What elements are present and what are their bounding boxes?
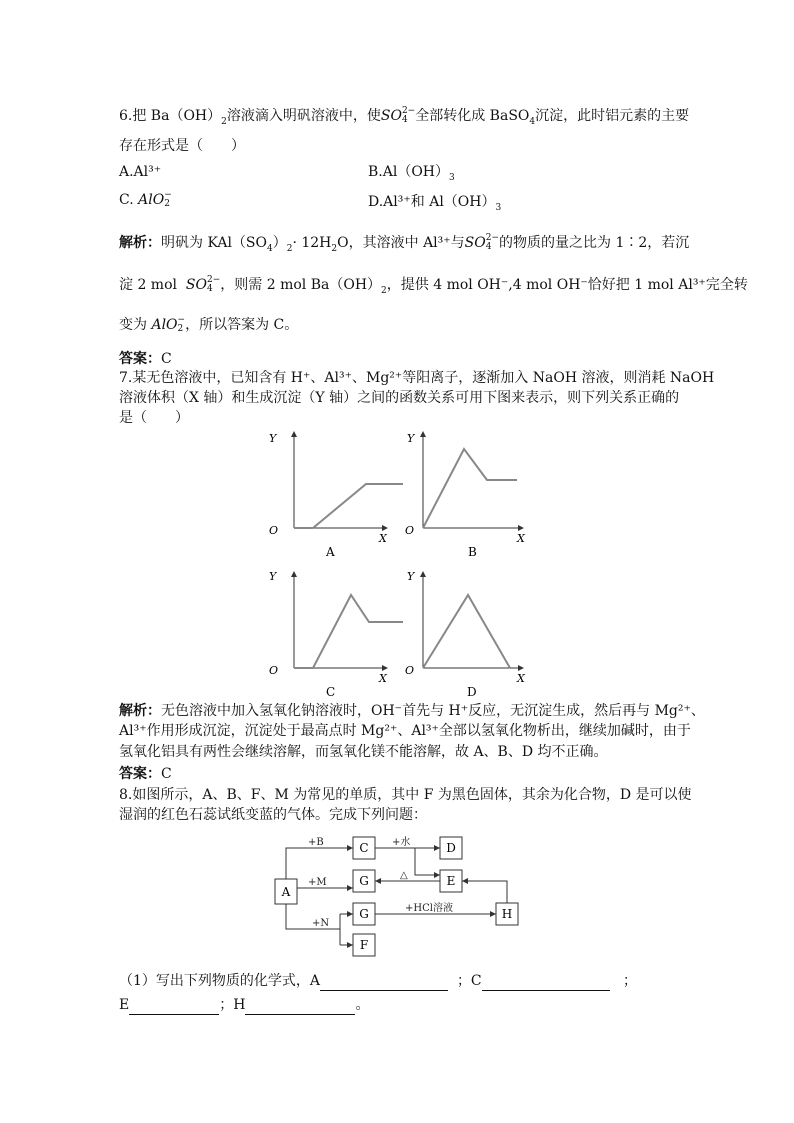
axis-x-label: X bbox=[517, 672, 525, 685]
analysis-label: 解析： bbox=[119, 703, 161, 719]
q6-analysis-line1 bbox=[119, 233, 689, 259]
q7-stem-line1: 7.某无色溶液中，已知含有 H⁺、Al³⁺、Mg²⁺等阳离子，逐渐加入 NaOH 溶液，则消耗 NaOH bbox=[119, 370, 715, 386]
q6-an1-a-sub: 4 bbox=[267, 243, 273, 254]
graph-c bbox=[269, 570, 403, 699]
graph-d-label: D bbox=[467, 685, 477, 699]
q6-stem-line1 bbox=[119, 106, 689, 132]
q6-option-d bbox=[368, 192, 501, 218]
q6-option-b-text: B.Al（OH） bbox=[368, 164, 450, 180]
q6-option-d-text: D.Al³⁺和 Al（OH） bbox=[368, 194, 496, 210]
q6-option-c bbox=[119, 190, 172, 210]
q8-sub1 bbox=[119, 971, 637, 991]
q7-stem-line3: 是（ ） bbox=[119, 410, 189, 426]
axis-y-label: Y bbox=[269, 432, 277, 445]
sulfate-sub: 4 bbox=[485, 242, 492, 252]
node-f: F bbox=[359, 938, 369, 952]
axis-y-label: Y bbox=[407, 432, 415, 445]
graph-c-curve bbox=[294, 595, 403, 668]
answer-value: C bbox=[161, 351, 172, 367]
answer-blank-h[interactable] bbox=[245, 1000, 355, 1015]
graph-b bbox=[405, 432, 526, 559]
q7-answer bbox=[119, 764, 172, 784]
node-g1: G bbox=[359, 874, 369, 888]
q6-an1-c: · 12H bbox=[292, 235, 332, 251]
q6-stem-line2: 存在形式是（ ） bbox=[119, 138, 245, 154]
graph-b-curve bbox=[423, 449, 517, 528]
sulfate-formula: SO bbox=[185, 277, 207, 293]
graph-a-label: A bbox=[326, 545, 335, 559]
q7-analysis-line2: Al³⁺作用形成沉淀，沉淀处于最高点时 Mg²⁺、Al³⁺全部以氢氧化物析出，继续加碱时，由于 bbox=[119, 723, 691, 739]
q8-stem-line1: 8.如图所示，A、B、F、M 为常见的单质，其中 F 为黑色固体，其余为化合物，D 是可以使 bbox=[119, 787, 692, 803]
node-e: E bbox=[446, 874, 456, 888]
node-a: A bbox=[281, 885, 291, 899]
q6-an3-a: 变为 bbox=[119, 317, 147, 333]
q6-stem-c: 全部转化成 BaSO bbox=[415, 108, 530, 124]
graph-c-label: C bbox=[326, 685, 336, 699]
q6-answer bbox=[119, 349, 172, 369]
q6-an2-c: ，提供 4 mol OH⁻,4 mol OH⁻恰好把 1 mol Al³⁺完全转 bbox=[386, 277, 748, 293]
origin-label: O bbox=[269, 524, 279, 537]
q6-option-b-sub: 3 bbox=[449, 172, 455, 183]
q7-stem-line2: 溶液体积（X 轴）和生成沉淀（Y 轴）之间的函数关系可用下图来表示，则下列关系正确的 bbox=[119, 390, 680, 406]
q7-graphs bbox=[255, 428, 545, 700]
q6-an1-e: 的物质的量之比为 1∶2，若沉 bbox=[499, 235, 690, 251]
q6-an2-b: ，则需 2 mol Ba（OH） bbox=[220, 277, 382, 293]
axis-x-label: X bbox=[517, 532, 525, 545]
answer-blank-c[interactable] bbox=[482, 976, 610, 991]
edge-label-m: +M bbox=[308, 877, 327, 888]
q8-sub1-c: ； bbox=[623, 973, 638, 989]
q6-sub-c: 4 bbox=[529, 116, 536, 127]
q6-an2-a: 淀 2 mol bbox=[119, 277, 177, 293]
q6-stem-b: 溶液滴入明矾溶液中，使 bbox=[226, 108, 381, 124]
axis-y-label: Y bbox=[269, 570, 277, 583]
edge-d-e bbox=[415, 848, 440, 875]
aluminate-sup: − bbox=[177, 315, 186, 325]
graph-a-curve bbox=[294, 484, 403, 528]
q6-stem-d: 沉淀，此时铝元素的主要 bbox=[535, 108, 690, 124]
q6-option-d-sub: 3 bbox=[495, 202, 502, 213]
sulfate-sup: 2− bbox=[206, 275, 221, 285]
answer-label: 答案： bbox=[119, 766, 161, 782]
q6-analysis-line3 bbox=[119, 315, 298, 335]
edge-label-hcl: +HCl溶液 bbox=[405, 903, 453, 914]
q6-an1-b: ） bbox=[272, 235, 287, 251]
q8-sub2-a: E bbox=[119, 997, 130, 1013]
node-d: D bbox=[446, 841, 456, 855]
edge-h-e bbox=[462, 881, 507, 903]
edge-label-n: +N bbox=[312, 918, 330, 929]
edge-a-c bbox=[286, 848, 353, 879]
q8-sub1-b: ；C bbox=[456, 973, 482, 989]
answer-blank-e[interactable] bbox=[129, 1000, 219, 1015]
origin-label: O bbox=[269, 664, 279, 677]
axis-x-label: X bbox=[379, 532, 387, 545]
q6-an2-b-sub: 2 bbox=[381, 285, 387, 296]
sulfate-formula: SO bbox=[464, 235, 486, 251]
q6-option-b bbox=[368, 162, 455, 188]
node-c: C bbox=[359, 841, 369, 855]
sulfate-sub: 4 bbox=[206, 284, 213, 294]
aluminate-formula: AlO bbox=[151, 317, 178, 333]
sulfate-sup: 2− bbox=[401, 106, 416, 116]
axis-y-label: Y bbox=[407, 570, 415, 583]
q6-option-a: A.Al³⁺ bbox=[119, 164, 162, 180]
analysis-label: 解析： bbox=[119, 235, 161, 251]
q7-analysis-line1 bbox=[119, 701, 705, 721]
edge-label-heat: △ bbox=[400, 870, 408, 881]
graph-a bbox=[269, 432, 403, 559]
origin-label: O bbox=[405, 664, 415, 677]
sulfate-sub: 4 bbox=[401, 115, 408, 125]
q6-an1-c-sub: 2 bbox=[331, 243, 338, 254]
edge-label-water: +水 bbox=[392, 837, 411, 848]
graph-d bbox=[405, 570, 526, 699]
answer-label: 答案： bbox=[119, 351, 161, 367]
aluminate-sup: − bbox=[164, 190, 172, 200]
origin-label: O bbox=[405, 524, 415, 537]
q8-sub1-a: （1）写出下列物质的化学式，A bbox=[119, 973, 321, 989]
sulfate-sup: 2− bbox=[485, 233, 500, 243]
q8-stem-line2: 湿润的红色石蕊试纸变蓝的气体。完成下列问题： bbox=[119, 807, 427, 823]
edge-label-b: +B bbox=[308, 837, 324, 848]
q8-flow-diagram bbox=[270, 828, 526, 962]
q6-option-c-prefix: C. bbox=[119, 192, 134, 208]
node-h: H bbox=[501, 907, 513, 921]
q6-an3-b: ，所以答案为 C。 bbox=[185, 317, 299, 333]
graph-d-curve bbox=[423, 595, 510, 668]
sulfate-formula: SO bbox=[380, 108, 402, 124]
aluminate-sub: 2 bbox=[164, 199, 170, 209]
aluminate-formula: AlO bbox=[138, 192, 165, 208]
q8-sub2 bbox=[119, 995, 369, 1015]
q6-analysis-line2 bbox=[119, 275, 748, 301]
axis-x-label: X bbox=[379, 672, 387, 685]
q6-an1-a: 明矾为 KAl（SO bbox=[161, 235, 267, 251]
aluminate-sub: 2 bbox=[177, 324, 184, 334]
q7-an1: 无色溶液中加入氢氧化钠溶液时，OH⁻首先与 H⁺反应，无沉淀生成，然后再与 Mg²⁺、 bbox=[161, 703, 705, 719]
graph-b-label: B bbox=[468, 545, 477, 559]
q8-sub2-c: 。 bbox=[355, 997, 370, 1013]
q7-analysis-line3: 氢氧化铝具有两性会继续溶解，而氢氧化镁不能溶解，故 A、B、D 均不正确。 bbox=[119, 744, 608, 760]
answer-blank-a[interactable] bbox=[320, 976, 448, 991]
answer-value: C bbox=[161, 766, 172, 782]
q8-sub2-b: ；H bbox=[219, 997, 246, 1013]
q6-an1-b-sub: 2 bbox=[286, 243, 293, 254]
q6-stem-a: 6.把 Ba（OH） bbox=[119, 108, 222, 124]
node-g2: G bbox=[359, 907, 369, 921]
q6-sub: 2 bbox=[221, 116, 227, 127]
q6-an1-d: O，其溶液中 Al³⁺与 bbox=[337, 235, 465, 251]
